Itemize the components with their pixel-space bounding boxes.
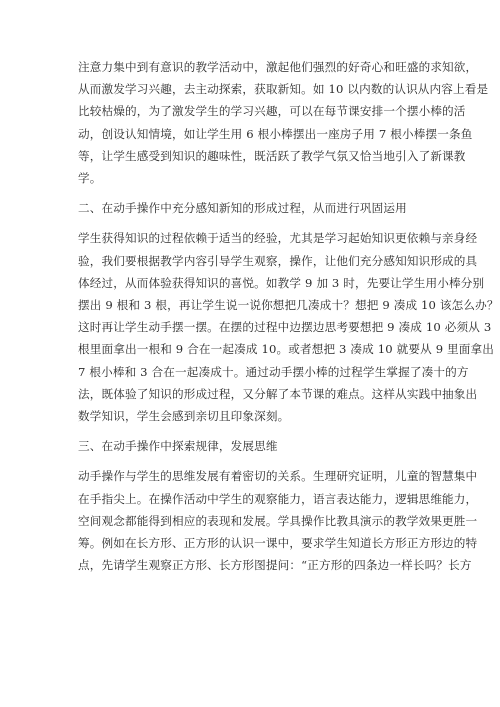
text-line: 学生获得知识的过程依赖于适当的经验，尤其是学习起始知识更依赖与亲身经 xyxy=(78,231,478,246)
section-heading-2: 二、在动手操作中充分感知新知的形成过程，从而进行巩固运用 xyxy=(78,201,407,216)
text-line: 注意力集中到有意识的教学活动中，激起他们强烈的好奇心和旺盛的求知欲， xyxy=(78,60,478,74)
paragraph-3 xyxy=(78,465,478,576)
text-line: 比较枯燥的，为了激发学生的学习兴趣，可以在每节课安排一个摆小棒的活 xyxy=(78,104,466,119)
text-line: 这时再让学生动手摆一摆。在摆的过程中边摆边思考要想把 9 凑成 10 必须从 3 xyxy=(78,320,492,335)
text-line: 体经过，从而体验获得知识的喜悦。如教学 9 加 3 时，先要让学生用小棒分别 xyxy=(78,275,485,290)
text-line: 7 根小棒和 3 合在一起凑成十。通过动手摆小棒的过程学生掌握了凑十的方 xyxy=(78,364,469,379)
text-line: 学。 xyxy=(78,171,102,186)
spacer xyxy=(78,189,432,197)
text-line: 筹。例如在长方形、正方形的认识一课中，要求学生知道长方形正方形边的特 xyxy=(78,536,478,551)
section-heading-3: 三、在动手操作中探索规律，发展思维 xyxy=(78,439,278,454)
text-line: 验，我们要根据教学内容引导学生观察，操作，让他们充分感知知识形成的具 xyxy=(78,253,478,268)
text-line: 在手指尖上。在操作活动中学生的观察能力，语言表达能力，逻辑思维能力， xyxy=(78,491,478,506)
paragraph-2 xyxy=(78,227,499,427)
text-line: 数学知识，学生会感到亲切且印象深刻。 xyxy=(78,409,290,424)
text-line: 空间观念都能得到相应的表现和发展。学具操作比教具演示的教学效果更胜一 xyxy=(78,513,478,528)
spacer xyxy=(78,219,432,227)
paragraph-1 xyxy=(78,56,489,189)
spacer xyxy=(78,427,432,435)
spacer xyxy=(78,457,432,465)
text-line: 点，先请学生观察正方形、长方形图提问：“正方形的四条边一样长吗？长方 xyxy=(78,558,472,573)
text-line: 法，既体验了知识的形成过程，又分解了本节课的难点。这样从实践中抽象出 xyxy=(78,386,478,401)
text-line: 根里面拿出一根和 9 合在一起凑成 10。或者想把 3 凑成 10 就要从 9 里面拿出 xyxy=(78,342,495,357)
text-line: 动，创设认知情境，如让学生用 6 根小棒摆出一座房子用 7 根小棒摆一条鱼 xyxy=(78,126,473,141)
text-line: 等，让学生感受到知识的趣味性，既活跃了教学气氛又恰当地引入了新课教 xyxy=(78,148,466,163)
text-line: 摆出 9 根和 3 根，再让学生说一说你想把几凑成十？想把 9 凑成 10 该怎么办？ xyxy=(78,298,499,313)
text-line: 动手操作与学生的思维发展有着密切的关系。生理研究证明，儿童的智慧集中 xyxy=(78,469,478,484)
text-line: 从而激发学习兴趣，去主动探索，获取新知。如 10 以内数的认识从内容上看是 xyxy=(78,82,489,97)
